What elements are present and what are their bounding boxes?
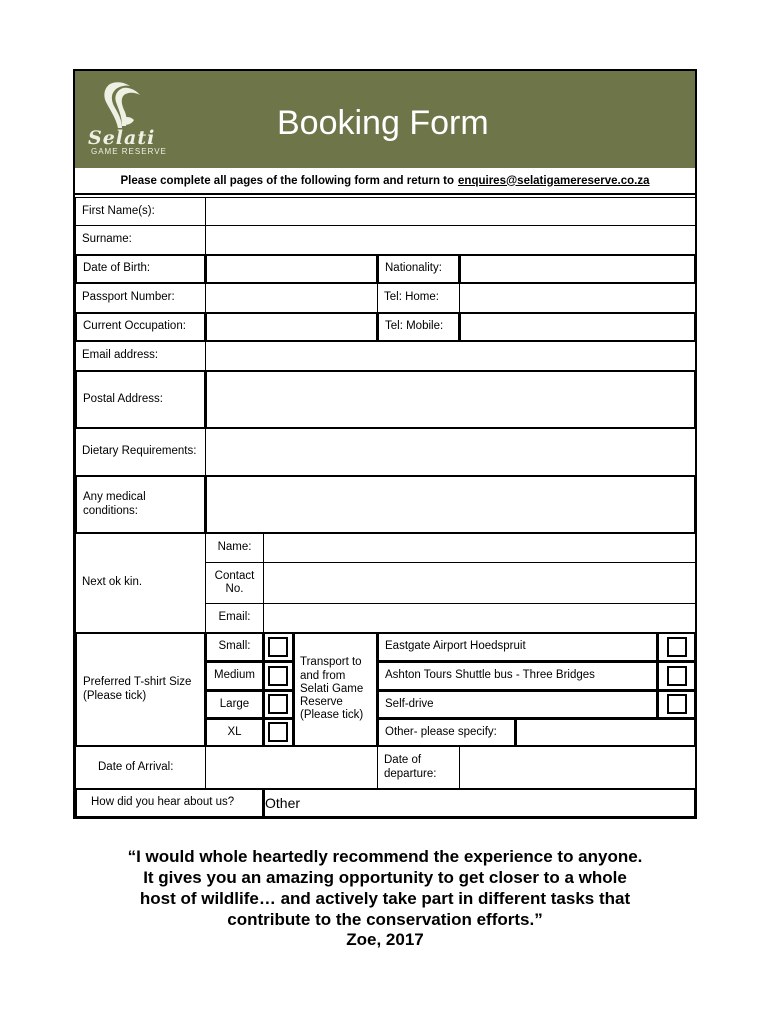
dietary-label: Dietary Requirements: bbox=[75, 428, 206, 476]
page-title: Booking Form bbox=[277, 104, 489, 142]
nationality-label: Nationality: bbox=[377, 254, 460, 284]
tshirt-size-large-label: Large bbox=[205, 690, 264, 719]
return-email-link[interactable]: enquires@selatigamereserve.co.za bbox=[458, 174, 650, 187]
email-label: Email address: bbox=[75, 341, 206, 371]
tshirt-label: Preferred T-shirt Size (Please tick) bbox=[75, 632, 206, 747]
logo-subtitle: GAME RESERVE bbox=[91, 147, 167, 156]
transport-label: Transport to and from Selati Game Reserve (Please tick) bbox=[293, 632, 378, 747]
testimonial-quote bbox=[73, 846, 697, 930]
surname-label: Surname: bbox=[75, 225, 206, 255]
transport-option-self-drive: Self-drive bbox=[377, 690, 658, 719]
kin-email-label: Email: bbox=[205, 603, 264, 633]
occupation-label: Current Occupation: bbox=[75, 312, 206, 342]
kin-contact-label: Contact No. bbox=[205, 562, 264, 604]
logo-wordmark: Selati bbox=[88, 127, 156, 149]
medical-label: Any medical conditions: bbox=[75, 475, 206, 534]
tel-home-label: Tel: Home: bbox=[377, 283, 460, 313]
hear-label: How did you hear about us? bbox=[75, 788, 264, 818]
instructions-text: Please complete all pages of the following form and return to bbox=[120, 174, 455, 187]
form-frame bbox=[73, 69, 697, 819]
tshirt-size-medium-label: Medium bbox=[205, 661, 264, 691]
passport-label: Passport Number: bbox=[75, 283, 206, 313]
quote-author: Zoe, 2017 bbox=[346, 930, 424, 949]
quote-line: contribute to the conservation efforts.” bbox=[227, 910, 543, 929]
transport-option-shuttle: Ashton Tours Shuttle bus - Three Bridges bbox=[377, 661, 658, 691]
transport-option-other: Other- please specify: bbox=[377, 718, 516, 747]
departure-label: Date of departure: bbox=[377, 746, 460, 789]
hear-value: Other bbox=[265, 795, 301, 811]
kin-name-label: Name: bbox=[205, 533, 264, 563]
quote-line: “I would whole heartedly recommend the experience to anyone. bbox=[127, 847, 643, 866]
transport-option-eastgate: Eastgate Airport Hoedspruit bbox=[377, 632, 658, 662]
dob-label: Date of Birth: bbox=[75, 254, 206, 284]
tel-mobile-label: Tel: Mobile: bbox=[377, 312, 460, 342]
tshirt-size-xl-label: XL bbox=[205, 718, 264, 747]
arrival-label: Date of Arrival: bbox=[75, 746, 206, 789]
quote-line: It gives you an amazing opportunity to get closer to a whole bbox=[143, 868, 627, 887]
tshirt-size-small-label: Small: bbox=[205, 632, 264, 662]
next-of-kin-label: Next ok kin. bbox=[75, 533, 206, 633]
postal-label: Postal Address: bbox=[75, 370, 206, 429]
first-name-label: First Name(s): bbox=[75, 197, 206, 226]
quote-line: host of wildlife… and actively take part in different tasks that bbox=[139, 889, 631, 908]
